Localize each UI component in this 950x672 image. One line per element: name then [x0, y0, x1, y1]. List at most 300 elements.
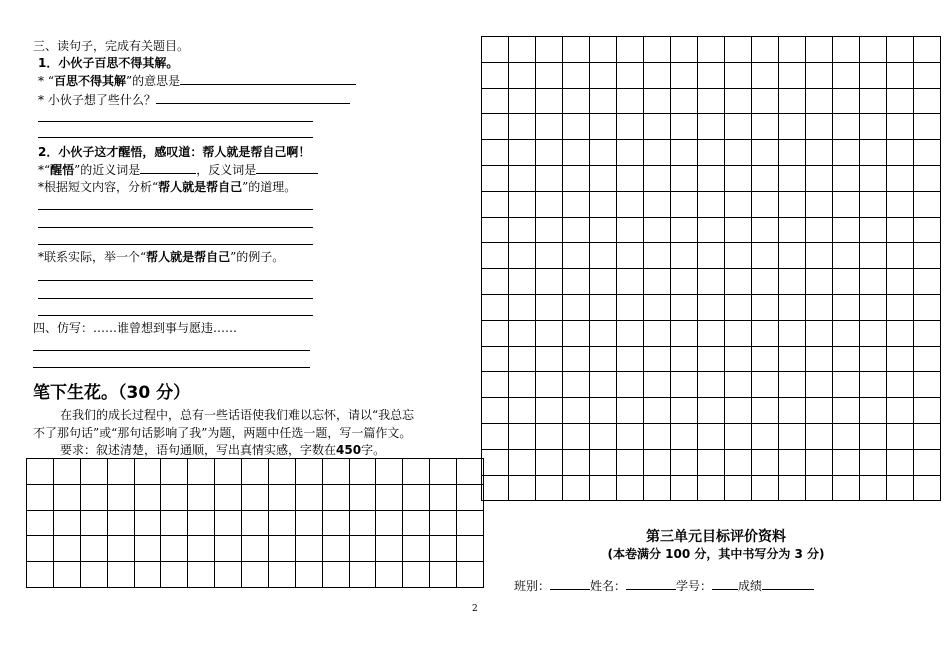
- grid-cell[interactable]: [188, 485, 215, 511]
- grid-cell[interactable]: [671, 218, 698, 244]
- grid-cell[interactable]: [779, 424, 806, 450]
- grid-cell[interactable]: [617, 398, 644, 424]
- grid-cell[interactable]: [617, 269, 644, 295]
- grid-cell[interactable]: [833, 450, 860, 476]
- answer-line[interactable]: [38, 315, 313, 316]
- grid-cell[interactable]: [779, 114, 806, 140]
- grid-cell[interactable]: [215, 485, 242, 511]
- grid-cell[interactable]: [887, 321, 914, 347]
- grid-cell[interactable]: [296, 511, 323, 537]
- grid-cell[interactable]: [698, 450, 725, 476]
- grid-cell[interactable]: [725, 269, 752, 295]
- grid-cell[interactable]: [482, 372, 509, 398]
- grid-cell[interactable]: [887, 89, 914, 115]
- grid-cell[interactable]: [644, 114, 671, 140]
- grid-cell[interactable]: [563, 424, 590, 450]
- grid-cell[interactable]: [509, 450, 536, 476]
- grid-cell[interactable]: [215, 562, 242, 588]
- grid-cell[interactable]: [563, 114, 590, 140]
- grid-cell[interactable]: [617, 192, 644, 218]
- grid-cell[interactable]: [54, 511, 81, 537]
- grid-cell[interactable]: [376, 562, 403, 588]
- grid-cell[interactable]: [644, 372, 671, 398]
- grid-cell[interactable]: [536, 321, 563, 347]
- grid-cell[interactable]: [296, 485, 323, 511]
- grid-cell[interactable]: [833, 321, 860, 347]
- grid-cell[interactable]: [617, 63, 644, 89]
- grid-cell[interactable]: [536, 140, 563, 166]
- grid-cell[interactable]: [671, 398, 698, 424]
- grid-cell[interactable]: [671, 476, 698, 502]
- grid-cell[interactable]: [108, 459, 135, 485]
- grid-cell[interactable]: [457, 562, 484, 588]
- grid-cell[interactable]: [833, 476, 860, 502]
- grid-cell[interactable]: [833, 269, 860, 295]
- grid-cell[interactable]: [644, 243, 671, 269]
- grid-cell[interactable]: [482, 166, 509, 192]
- grid-cell[interactable]: [887, 243, 914, 269]
- grid-cell[interactable]: [860, 424, 887, 450]
- grid-cell[interactable]: [752, 424, 779, 450]
- grid-cell[interactable]: [860, 476, 887, 502]
- grid-cell[interactable]: [27, 536, 54, 562]
- grid-cell[interactable]: [108, 562, 135, 588]
- grid-cell[interactable]: [563, 372, 590, 398]
- grid-cell[interactable]: [671, 140, 698, 166]
- grid-cell[interactable]: [54, 485, 81, 511]
- grid-cell[interactable]: [242, 485, 269, 511]
- score-blank[interactable]: [762, 577, 814, 590]
- grid-cell[interactable]: [860, 450, 887, 476]
- grid-cell[interactable]: [509, 372, 536, 398]
- grid-cell[interactable]: [833, 243, 860, 269]
- grid-cell[interactable]: [806, 398, 833, 424]
- grid-cell[interactable]: [403, 485, 430, 511]
- grid-cell[interactable]: [509, 192, 536, 218]
- grid-cell[interactable]: [671, 166, 698, 192]
- grid-cell[interactable]: [617, 476, 644, 502]
- grid-cell[interactable]: [698, 476, 725, 502]
- grid-cell[interactable]: [536, 243, 563, 269]
- grid-cell[interactable]: [27, 459, 54, 485]
- grid-cell[interactable]: [482, 63, 509, 89]
- grid-cell[interactable]: [135, 459, 162, 485]
- grid-cell[interactable]: [671, 347, 698, 373]
- grid-cell[interactable]: [779, 192, 806, 218]
- grid-cell[interactable]: [752, 218, 779, 244]
- grid-cell[interactable]: [887, 114, 914, 140]
- grid-cell[interactable]: [457, 459, 484, 485]
- answer-line[interactable]: [38, 280, 313, 281]
- grid-cell[interactable]: [536, 347, 563, 373]
- grid-cell[interactable]: [482, 450, 509, 476]
- grid-cell[interactable]: [482, 476, 509, 502]
- grid-cell[interactable]: [887, 476, 914, 502]
- grid-cell[interactable]: [725, 37, 752, 63]
- grid-cell[interactable]: [698, 192, 725, 218]
- grid-cell[interactable]: [509, 114, 536, 140]
- grid-cell[interactable]: [860, 243, 887, 269]
- grid-cell[interactable]: [779, 63, 806, 89]
- grid-cell[interactable]: [644, 218, 671, 244]
- grid-cell[interactable]: [887, 450, 914, 476]
- grid-cell[interactable]: [698, 218, 725, 244]
- grid-cell[interactable]: [482, 347, 509, 373]
- grid-cell[interactable]: [806, 243, 833, 269]
- grid-cell[interactable]: [430, 536, 457, 562]
- grid-cell[interactable]: [671, 321, 698, 347]
- grid-cell[interactable]: [269, 459, 296, 485]
- grid-cell[interactable]: [81, 511, 108, 537]
- grid-cell[interactable]: [482, 398, 509, 424]
- grid-cell[interactable]: [752, 321, 779, 347]
- grid-cell[interactable]: [725, 218, 752, 244]
- grid-cell[interactable]: [914, 476, 941, 502]
- grid-cell[interactable]: [617, 243, 644, 269]
- grid-cell[interactable]: [671, 192, 698, 218]
- grid-cell[interactable]: [269, 511, 296, 537]
- grid-cell[interactable]: [590, 424, 617, 450]
- grid-cell[interactable]: [644, 295, 671, 321]
- grid-cell[interactable]: [617, 347, 644, 373]
- grid-cell[interactable]: [350, 485, 377, 511]
- grid-cell[interactable]: [509, 218, 536, 244]
- grid-cell[interactable]: [671, 424, 698, 450]
- grid-cell[interactable]: [27, 511, 54, 537]
- grid-cell[interactable]: [806, 114, 833, 140]
- grid-cell[interactable]: [590, 89, 617, 115]
- grid-cell[interactable]: [617, 372, 644, 398]
- grid-cell[interactable]: [242, 562, 269, 588]
- grid-cell[interactable]: [698, 295, 725, 321]
- grid-cell[interactable]: [779, 372, 806, 398]
- grid-cell[interactable]: [350, 459, 377, 485]
- grid-cell[interactable]: [779, 243, 806, 269]
- answer-line[interactable]: [38, 121, 313, 122]
- grid-cell[interactable]: [752, 37, 779, 63]
- grid-cell[interactable]: [914, 321, 941, 347]
- grid-cell[interactable]: [644, 424, 671, 450]
- grid-cell[interactable]: [536, 63, 563, 89]
- grid-cell[interactable]: [563, 37, 590, 63]
- grid-cell[interactable]: [536, 450, 563, 476]
- grid-cell[interactable]: [323, 485, 350, 511]
- answer-line[interactable]: [33, 367, 310, 368]
- grid-cell[interactable]: [752, 450, 779, 476]
- grid-cell[interactable]: [779, 450, 806, 476]
- grid-cell[interactable]: [671, 114, 698, 140]
- grid-cell[interactable]: [725, 450, 752, 476]
- grid-cell[interactable]: [725, 424, 752, 450]
- grid-cell[interactable]: [860, 37, 887, 63]
- grid-cell[interactable]: [135, 485, 162, 511]
- grid-cell[interactable]: [860, 321, 887, 347]
- grid-cell[interactable]: [269, 562, 296, 588]
- grid-cell[interactable]: [27, 562, 54, 588]
- grid-cell[interactable]: [482, 37, 509, 63]
- grid-cell[interactable]: [590, 166, 617, 192]
- grid-cell[interactable]: [644, 37, 671, 63]
- grid-cell[interactable]: [887, 424, 914, 450]
- grid-cell[interactable]: [833, 347, 860, 373]
- grid-cell[interactable]: [296, 562, 323, 588]
- grid-cell[interactable]: [806, 295, 833, 321]
- grid-cell[interactable]: [725, 243, 752, 269]
- grid-cell[interactable]: [590, 269, 617, 295]
- grid-cell[interactable]: [860, 140, 887, 166]
- grid-cell[interactable]: [269, 536, 296, 562]
- grid-cell[interactable]: [914, 192, 941, 218]
- grid-cell[interactable]: [81, 485, 108, 511]
- grid-cell[interactable]: [644, 192, 671, 218]
- grid-cell[interactable]: [108, 511, 135, 537]
- grid-cell[interactable]: [725, 398, 752, 424]
- grid-cell[interactable]: [833, 37, 860, 63]
- grid-cell[interactable]: [54, 536, 81, 562]
- grid-cell[interactable]: [833, 166, 860, 192]
- grid-cell[interactable]: [752, 269, 779, 295]
- grid-cell[interactable]: [887, 269, 914, 295]
- grid-cell[interactable]: [806, 321, 833, 347]
- grid-cell[interactable]: [323, 459, 350, 485]
- grid-cell[interactable]: [725, 89, 752, 115]
- grid-cell[interactable]: [860, 218, 887, 244]
- grid-cell[interactable]: [833, 89, 860, 115]
- grid-cell[interactable]: [590, 218, 617, 244]
- grid-cell[interactable]: [536, 37, 563, 63]
- grid-cell[interactable]: [887, 140, 914, 166]
- grid-cell[interactable]: [563, 243, 590, 269]
- grid-cell[interactable]: [779, 89, 806, 115]
- grid-cell[interactable]: [914, 37, 941, 63]
- grid-cell[interactable]: [698, 347, 725, 373]
- grid-cell[interactable]: [833, 424, 860, 450]
- grid-cell[interactable]: [698, 63, 725, 89]
- grid-cell[interactable]: [914, 372, 941, 398]
- grid-cell[interactable]: [617, 295, 644, 321]
- grid-cell[interactable]: [563, 450, 590, 476]
- grid-cell[interactable]: [215, 511, 242, 537]
- grid-cell[interactable]: [590, 321, 617, 347]
- grid-cell[interactable]: [914, 269, 941, 295]
- grid-cell[interactable]: [914, 295, 941, 321]
- grid-cell[interactable]: [698, 243, 725, 269]
- grid-cell[interactable]: [887, 192, 914, 218]
- grid-cell[interactable]: [509, 424, 536, 450]
- grid-cell[interactable]: [806, 476, 833, 502]
- grid-cell[interactable]: [536, 295, 563, 321]
- grid-cell[interactable]: [914, 347, 941, 373]
- grid-cell[interactable]: [509, 295, 536, 321]
- grid-cell[interactable]: [671, 450, 698, 476]
- grid-cell[interactable]: [887, 372, 914, 398]
- grid-cell[interactable]: [563, 295, 590, 321]
- grid-cell[interactable]: [509, 166, 536, 192]
- grid-cell[interactable]: [350, 511, 377, 537]
- grid-cell[interactable]: [617, 140, 644, 166]
- grid-cell[interactable]: [806, 424, 833, 450]
- grid-cell[interactable]: [806, 63, 833, 89]
- grid-cell[interactable]: [860, 192, 887, 218]
- grid-cell[interactable]: [376, 511, 403, 537]
- grid-cell[interactable]: [161, 562, 188, 588]
- grid-cell[interactable]: [563, 347, 590, 373]
- answer-line[interactable]: [38, 209, 313, 210]
- grid-cell[interactable]: [350, 536, 377, 562]
- grid-cell[interactable]: [430, 511, 457, 537]
- grid-cell[interactable]: [482, 192, 509, 218]
- grid-cell[interactable]: [617, 114, 644, 140]
- grid-cell[interactable]: [81, 536, 108, 562]
- grid-cell[interactable]: [108, 536, 135, 562]
- grid-cell[interactable]: [536, 218, 563, 244]
- grid-cell[interactable]: [482, 295, 509, 321]
- grid-cell[interactable]: [590, 192, 617, 218]
- grid-cell[interactable]: [698, 114, 725, 140]
- grid-cell[interactable]: [536, 89, 563, 115]
- grid-cell[interactable]: [617, 166, 644, 192]
- name-blank[interactable]: [626, 577, 676, 590]
- grid-cell[interactable]: [779, 269, 806, 295]
- grid-cell[interactable]: [509, 140, 536, 166]
- grid-cell[interactable]: [644, 347, 671, 373]
- grid-cell[interactable]: [779, 37, 806, 63]
- grid-cell[interactable]: [833, 140, 860, 166]
- grid-cell[interactable]: [671, 269, 698, 295]
- grid-cell[interactable]: [914, 114, 941, 140]
- grid-cell[interactable]: [536, 114, 563, 140]
- grid-cell[interactable]: [403, 511, 430, 537]
- grid-cell[interactable]: [725, 476, 752, 502]
- grid-cell[interactable]: [752, 192, 779, 218]
- grid-cell[interactable]: [323, 511, 350, 537]
- grid-cell[interactable]: [563, 269, 590, 295]
- grid-cell[interactable]: [644, 476, 671, 502]
- grid-cell[interactable]: [135, 536, 162, 562]
- writing-grid-right[interactable]: [481, 36, 941, 501]
- grid-cell[interactable]: [887, 398, 914, 424]
- grid-cell[interactable]: [242, 511, 269, 537]
- grid-cell[interactable]: [617, 218, 644, 244]
- grid-cell[interactable]: [779, 140, 806, 166]
- grid-cell[interactable]: [536, 192, 563, 218]
- grid-cell[interactable]: [135, 562, 162, 588]
- grid-cell[interactable]: [563, 476, 590, 502]
- answer-line[interactable]: [38, 298, 313, 299]
- grid-cell[interactable]: [779, 321, 806, 347]
- grid-cell[interactable]: [833, 372, 860, 398]
- grid-cell[interactable]: [914, 398, 941, 424]
- answer-line[interactable]: [38, 227, 313, 228]
- grid-cell[interactable]: [161, 485, 188, 511]
- grid-cell[interactable]: [563, 166, 590, 192]
- grid-cell[interactable]: [188, 511, 215, 537]
- grid-cell[interactable]: [752, 476, 779, 502]
- grid-cell[interactable]: [698, 321, 725, 347]
- grid-cell[interactable]: [457, 511, 484, 537]
- grid-cell[interactable]: [509, 476, 536, 502]
- grid-cell[interactable]: [644, 140, 671, 166]
- grid-cell[interactable]: [887, 166, 914, 192]
- grid-cell[interactable]: [482, 218, 509, 244]
- grid-cell[interactable]: [779, 295, 806, 321]
- writing-grid-left[interactable]: [26, 458, 484, 588]
- grid-cell[interactable]: [54, 562, 81, 588]
- grid-cell[interactable]: [590, 347, 617, 373]
- grid-cell[interactable]: [725, 347, 752, 373]
- answer-line[interactable]: [33, 350, 310, 351]
- grid-cell[interactable]: [323, 562, 350, 588]
- grid-cell[interactable]: [887, 63, 914, 89]
- grid-cell[interactable]: [779, 218, 806, 244]
- grid-cell[interactable]: [430, 562, 457, 588]
- grid-cell[interactable]: [644, 89, 671, 115]
- grid-cell[interactable]: [914, 89, 941, 115]
- grid-cell[interactable]: [323, 536, 350, 562]
- grid-cell[interactable]: [430, 485, 457, 511]
- grid-cell[interactable]: [806, 450, 833, 476]
- grid-cell[interactable]: [563, 140, 590, 166]
- grid-cell[interactable]: [590, 295, 617, 321]
- grid-cell[interactable]: [806, 166, 833, 192]
- grid-cell[interactable]: [215, 459, 242, 485]
- grid-cell[interactable]: [698, 269, 725, 295]
- grid-cell[interactable]: [914, 424, 941, 450]
- grid-cell[interactable]: [725, 372, 752, 398]
- grid-cell[interactable]: [509, 321, 536, 347]
- grid-cell[interactable]: [242, 536, 269, 562]
- grid-cell[interactable]: [779, 347, 806, 373]
- grid-cell[interactable]: [698, 89, 725, 115]
- grid-cell[interactable]: [860, 295, 887, 321]
- grid-cell[interactable]: [457, 536, 484, 562]
- grid-cell[interactable]: [296, 536, 323, 562]
- synonym-blank[interactable]: [140, 161, 196, 174]
- grid-cell[interactable]: [482, 269, 509, 295]
- grid-cell[interactable]: [644, 450, 671, 476]
- grid-cell[interactable]: [779, 166, 806, 192]
- grid-cell[interactable]: [563, 398, 590, 424]
- grid-cell[interactable]: [590, 398, 617, 424]
- grid-cell[interactable]: [403, 562, 430, 588]
- grid-cell[interactable]: [887, 37, 914, 63]
- grid-cell[interactable]: [509, 269, 536, 295]
- grid-cell[interactable]: [833, 218, 860, 244]
- grid-cell[interactable]: [887, 295, 914, 321]
- grid-cell[interactable]: [860, 89, 887, 115]
- grid-cell[interactable]: [914, 243, 941, 269]
- grid-cell[interactable]: [81, 562, 108, 588]
- grid-cell[interactable]: [887, 218, 914, 244]
- grid-cell[interactable]: [617, 37, 644, 63]
- grid-cell[interactable]: [860, 114, 887, 140]
- grid-cell[interactable]: [350, 562, 377, 588]
- grid-cell[interactable]: [509, 37, 536, 63]
- grid-cell[interactable]: [482, 321, 509, 347]
- grid-cell[interactable]: [482, 243, 509, 269]
- grid-cell[interactable]: [914, 450, 941, 476]
- grid-cell[interactable]: [725, 192, 752, 218]
- grid-cell[interactable]: [482, 424, 509, 450]
- grid-cell[interactable]: [509, 63, 536, 89]
- grid-cell[interactable]: [671, 295, 698, 321]
- grid-cell[interactable]: [860, 269, 887, 295]
- grid-cell[interactable]: [698, 37, 725, 63]
- grid-cell[interactable]: [752, 114, 779, 140]
- grid-cell[interactable]: [860, 372, 887, 398]
- grid-cell[interactable]: [806, 140, 833, 166]
- grid-cell[interactable]: [161, 459, 188, 485]
